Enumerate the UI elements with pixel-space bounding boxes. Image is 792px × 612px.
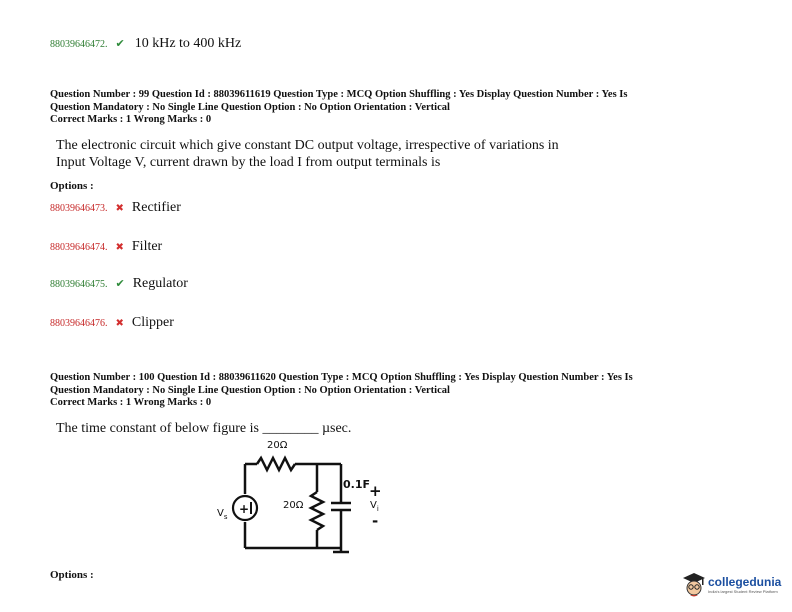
meta-line: Question Number : 100 Question Id : 88039611620 Question Type : MCQ Option Shuffling : Yes Display Question Number : Yes Is — [50, 372, 633, 383]
meta-line: Question Number : 99 Question Id : 88039611619 Question Type : MCQ Option Shuffling : Yes Display Question Number : Yes Is — [50, 89, 628, 100]
question-99-meta — [50, 89, 627, 127]
answer-blank: ________ — [262, 421, 319, 436]
option-text: Clipper — [131, 315, 174, 330]
cross-icon: ✖ — [115, 203, 124, 214]
option-row[interactable] — [50, 198, 181, 216]
capacitor-label: 0.1F — [343, 478, 371, 491]
question-text: The time constant of below figure is — [56, 421, 259, 436]
meta-line: Question Mandatory : No Single Line Question Option : No Option Orientation : Vertical — [50, 101, 450, 113]
output-minus-label: - — [372, 512, 379, 530]
check-icon: ✔ — [115, 278, 125, 290]
option-row[interactable] — [50, 237, 162, 255]
cross-icon: ✖ — [115, 318, 124, 329]
question-line: Input Voltage V, current drawn by the load I from output terminals is — [56, 155, 441, 170]
question-100-meta — [50, 372, 633, 410]
marks-line: Correct Marks : 1 Wrong Marks : 0 — [50, 397, 212, 408]
shunt-resistor-label: 20Ω — [283, 500, 304, 511]
option-text: Rectifier — [131, 200, 181, 215]
option-row[interactable] — [50, 274, 188, 292]
meta-line: Question Mandatory : No Single Line Question Option : No Option Orientation : Vertical — [50, 384, 450, 396]
input-voltage-label: $V_i$ — [370, 500, 379, 513]
logo-name: collegedunia — [708, 575, 782, 589]
top-resistor-label: 20Ω — [267, 440, 288, 451]
option-id: 88039646475. — [50, 279, 108, 290]
option-text: Regulator — [132, 276, 188, 291]
options-label: Options : — [50, 569, 94, 581]
cross-icon: ✖ — [115, 242, 124, 253]
previous-answer-row — [50, 34, 241, 52]
question-line: The electronic circuit which give constant DC output voltage, irrespective of variations in — [56, 138, 559, 153]
graduate-avatar-icon — [682, 571, 706, 599]
check-icon: ✔ — [115, 38, 125, 50]
options-label: Options : — [50, 180, 94, 192]
rc-circuit-diagram — [215, 436, 395, 558]
logo-tagline: India's largest Student Review Platform — [708, 589, 778, 594]
option-row[interactable] — [50, 313, 174, 331]
collegedunia-logo — [682, 571, 781, 599]
option-id: 88039646472. — [50, 39, 108, 50]
option-id: 88039646474. — [50, 242, 108, 253]
marks-line: Correct Marks : 1 Wrong Marks : 0 — [50, 114, 212, 125]
source-voltage-label: $V_s$ — [217, 508, 228, 521]
option-id: 88039646476. — [50, 318, 108, 329]
option-text: Filter — [131, 239, 163, 254]
option-text: 10 kHz to 400 kHz — [134, 36, 242, 51]
source-plus-icon: + — [239, 502, 250, 516]
option-id: 88039646473. — [50, 203, 108, 214]
unit-text: µsec. — [321, 421, 352, 436]
question-100-text — [56, 420, 351, 437]
question-99-text — [56, 137, 559, 171]
output-plus-label: + — [369, 482, 382, 500]
